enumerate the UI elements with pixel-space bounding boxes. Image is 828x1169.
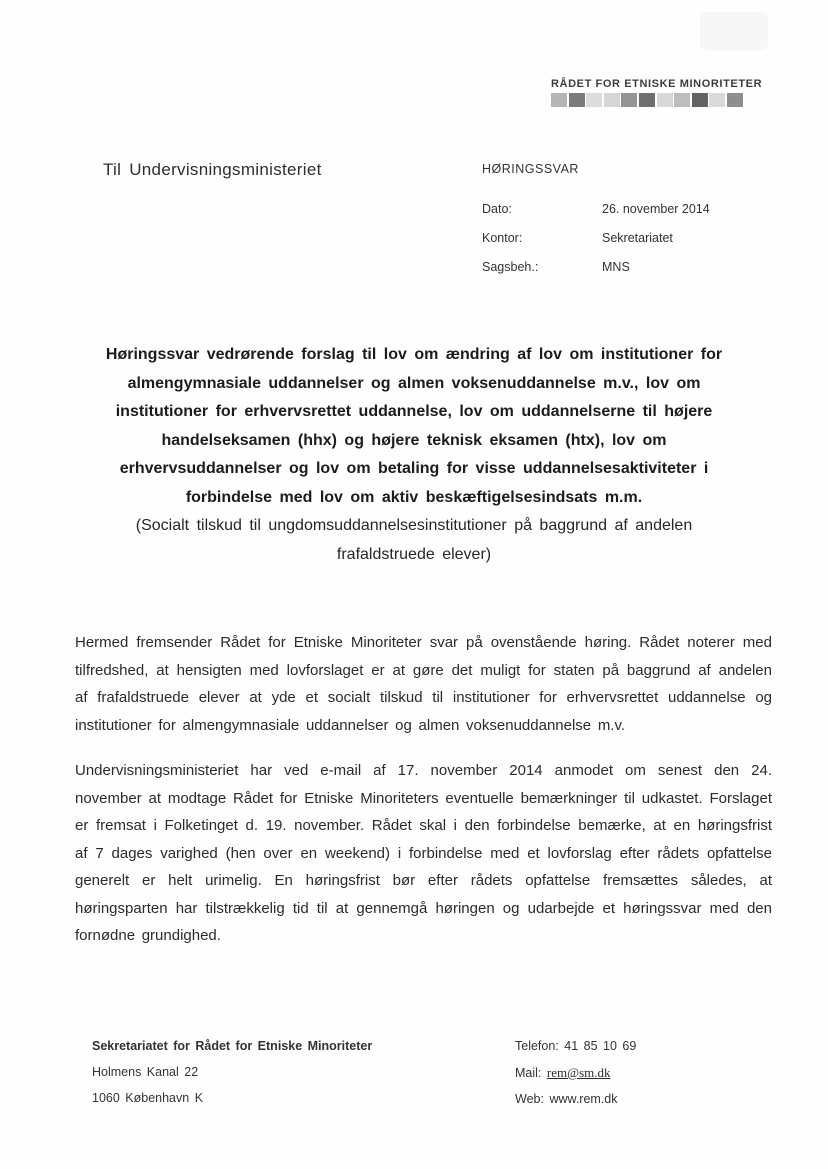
logo-band-square (586, 93, 602, 107)
org-logo-name: RÅDET FOR ETNISKE MINORITETER (551, 78, 763, 90)
body-paragraph-1: Hermed fremsender Rådet for Etniske Minoriteter svar på ovenstående høring. Rådet noterer med tilfredshed, at hensigten med lovforslaget er at gøre det muligt for staten på baggrund af andelen af frafaldstruede elever at yde et socialt tilskud til institutioner for erhvervsrettet uddannelse og institutioner for almengymnasiale uddannelser og almen voksenuddannelse m.v. (75, 634, 772, 734)
phone-label: Telefon: (515, 1039, 559, 1053)
caseworker-label: Sagsbeh.: (482, 260, 539, 274)
title-line: almengymnasiale uddannelser og almen voksenuddannelse m.v., lov om (127, 374, 701, 392)
footer-city: 1060 København K (92, 1091, 204, 1105)
logo-band-square (621, 93, 637, 107)
meta-row-caseworker (482, 260, 762, 274)
document-meta-block (482, 162, 762, 289)
mail-label: Mail: (515, 1066, 542, 1080)
logo-band-square (639, 93, 655, 107)
title-line: handelseksamen (hhx) og højere teknisk eksamen (htx), lov om (161, 431, 667, 449)
logo-band-square (657, 93, 673, 107)
footer-web (515, 1093, 636, 1106)
body-paragraph-2: Undervisningsministeriet har ved e-mail af 17. november 2014 anmodet om senest den 24. november at modtage Rådet for Etniske Minoriteters eventuelle bemærkninger til udkastet. Forslaget er fremsat i Folketinget d. 19. november. Rådet skal i den forbindelse bemærke, at en høringsfrist af 7 dages varighed (hen over en weekend) i forbindelse med et lovforslag efter rådets opfattelse generelt er helt urimelig. En høringsfrist bør efter rådets opfattelse fremsættes således, at høringsparten har tilstrækkelig tid til at gennemgå høringen og udarbejde et høringssvar med den fornødne grundighed. (75, 762, 772, 944)
office-value: Sekretariatet (602, 231, 673, 245)
logo-band-square (692, 93, 708, 107)
office-label: Kontor: (482, 231, 523, 245)
date-value: 26. november 2014 (602, 202, 710, 216)
title-line: forbindelse med lov om aktiv beskæftigelsesindsats m.m. (185, 488, 643, 506)
footer-street: Holmens Kanal 22 (92, 1065, 199, 1079)
logo-band-square (709, 93, 725, 107)
logo-band-square (551, 93, 567, 107)
web-value: www.rem.dk (549, 1092, 618, 1106)
title-line: Høringssvar vedrørende forslag til lov om ændring af lov om institutioner for (105, 346, 723, 363)
meta-row-date (482, 202, 762, 216)
scan-artifact (700, 12, 768, 50)
logo-band-square (604, 93, 620, 107)
document-type-label: HØRINGSSVAR (482, 162, 579, 176)
letter-body (75, 629, 772, 968)
title-line: erhvervsuddannelser og lov om betaling for visse uddannelsesaktiviteter i (119, 460, 709, 477)
web-label: Web: (515, 1092, 544, 1106)
logo-band-square (569, 93, 585, 107)
caseworker-value: MNS (602, 260, 630, 274)
title-line: institutioner for erhvervsrettet uddannelse, lov om uddannelserne til højere (115, 403, 713, 420)
footer-mail (515, 1066, 636, 1080)
phone-value: 41 85 10 69 (564, 1039, 637, 1053)
letter-title (66, 341, 762, 569)
logo-color-band (551, 93, 743, 107)
footer-contact-block (515, 1040, 636, 1119)
footer-org-name: Sekretariatet for Rådet for Etniske Minoriteter (92, 1039, 373, 1053)
logo-band-square (674, 93, 690, 107)
meta-row-office (482, 231, 762, 245)
title-subline: (Socialt tilskud til ungdomsuddannelsesinstitutioner på baggrund af andelen (135, 517, 693, 534)
footer-address-block (92, 1040, 372, 1118)
logo-band-square (727, 93, 743, 107)
recipient-line: Til Undervisningsministeriet (103, 160, 322, 179)
date-label: Dato: (482, 202, 512, 216)
footer-phone (515, 1040, 636, 1053)
title-subline: frafaldstruede elever) (336, 545, 492, 563)
org-logo (551, 78, 763, 107)
mail-link[interactable]: rem@sm.dk (546, 1065, 611, 1080)
